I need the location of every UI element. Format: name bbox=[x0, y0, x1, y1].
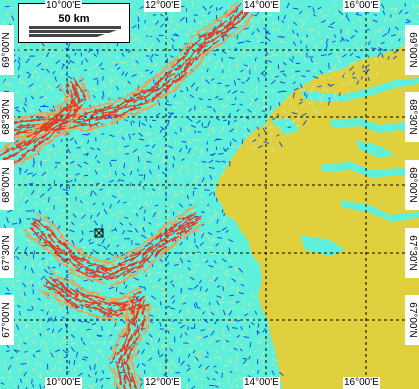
current-arrow bbox=[196, 336, 201, 337]
current-arrow-head bbox=[177, 60, 178, 63]
current-arrow bbox=[30, 111, 34, 112]
current-arrow bbox=[151, 337, 152, 343]
current-arrow bbox=[55, 188, 58, 189]
current-arrow bbox=[203, 76, 204, 81]
current-arrow-head bbox=[97, 259, 100, 260]
current-arrow-head bbox=[152, 99, 153, 102]
current-arrow-head bbox=[171, 63, 172, 66]
current-arrow bbox=[313, 36, 314, 41]
current-arrow-head bbox=[144, 331, 145, 334]
current-arrow bbox=[222, 245, 223, 250]
current-arrow bbox=[54, 180, 55, 184]
scale-bar-graphic bbox=[29, 26, 121, 38]
current-arrow bbox=[77, 147, 81, 148]
current-arrow bbox=[187, 10, 188, 15]
current-arrow-head bbox=[69, 272, 72, 273]
current-arrow bbox=[198, 132, 202, 133]
current-arrow bbox=[152, 233, 153, 236]
current-arrow bbox=[33, 289, 34, 294]
current-arrow bbox=[76, 197, 77, 202]
current-arrow bbox=[119, 196, 124, 197]
current-arrow-head bbox=[155, 254, 156, 257]
current-arrow-head bbox=[33, 239, 36, 240]
current-arrow bbox=[259, 134, 260, 137]
current-arrow-head bbox=[47, 298, 50, 299]
current-arrow-head bbox=[91, 304, 94, 305]
current-arrow-head bbox=[102, 300, 105, 301]
current-arrow bbox=[139, 121, 140, 127]
current-arrow bbox=[19, 266, 20, 269]
current-arrow bbox=[189, 205, 192, 206]
current-arrow-head bbox=[105, 320, 108, 321]
current-arrow bbox=[181, 6, 185, 7]
current-arrow bbox=[222, 373, 223, 379]
current-arrow bbox=[97, 183, 100, 184]
current-arrow-head bbox=[70, 268, 73, 269]
current-arrow bbox=[200, 106, 201, 110]
current-arrow-head bbox=[37, 213, 40, 214]
lon-label-bottom-1: 10°00'E bbox=[46, 377, 81, 388]
lat-label-right-4: 67°30'N bbox=[405, 228, 419, 278]
current-arrow bbox=[342, 69, 343, 72]
current-arrow-head bbox=[64, 289, 67, 290]
current-arrow bbox=[181, 127, 182, 132]
current-arrow-head bbox=[77, 264, 80, 265]
current-arrow bbox=[223, 106, 228, 107]
current-arrow-head bbox=[176, 68, 177, 71]
scale-bar-label: 50 km bbox=[58, 13, 90, 25]
current-arrow bbox=[225, 85, 229, 86]
current-arrow bbox=[108, 191, 111, 192]
lon-label-bottom-4: 16°00'E bbox=[344, 377, 379, 388]
current-arrow bbox=[242, 358, 247, 359]
current-arrow bbox=[391, 14, 392, 17]
current-arrow bbox=[186, 32, 187, 36]
current-arrow-head bbox=[175, 86, 176, 89]
current-arrow bbox=[347, 31, 348, 35]
current-arrow bbox=[197, 22, 202, 23]
lat-label-left-2: 68°30'N bbox=[0, 92, 14, 142]
current-arrow bbox=[51, 56, 54, 57]
current-arrow bbox=[138, 156, 139, 162]
current-arrow-head bbox=[94, 260, 97, 261]
lon-label-top-3: 14°00'E bbox=[244, 0, 279, 11]
current-arrow bbox=[102, 326, 103, 331]
lat-label-right-2: 68°30'N bbox=[405, 92, 419, 142]
current-arrow-head bbox=[74, 112, 75, 115]
current-arrow bbox=[138, 169, 139, 172]
current-arrow bbox=[239, 344, 243, 345]
current-arrow bbox=[161, 288, 166, 289]
current-arrow-head bbox=[97, 293, 100, 294]
current-arrow-head bbox=[245, 20, 246, 23]
current-arrow-head bbox=[143, 252, 144, 255]
current-arrow bbox=[362, 76, 363, 79]
current-arrow-head bbox=[144, 270, 145, 273]
current-arrow bbox=[185, 127, 188, 128]
current-arrow bbox=[329, 63, 330, 69]
lat-label-left-4: 67°30'N bbox=[0, 228, 14, 278]
current-arrow bbox=[117, 56, 118, 60]
current-arrow-head bbox=[147, 309, 148, 312]
lat-label-left-3: 68°00'N bbox=[0, 160, 14, 210]
current-arrow-head bbox=[112, 349, 113, 352]
current-arrow-head bbox=[113, 357, 114, 360]
current-arrow bbox=[168, 262, 169, 265]
current-arrow bbox=[293, 56, 294, 59]
current-arrow-head bbox=[141, 323, 142, 326]
current-arrow-head bbox=[71, 285, 74, 286]
current-arrow-head bbox=[125, 315, 126, 318]
current-arrow bbox=[42, 57, 45, 58]
current-arrow bbox=[414, 21, 418, 22]
current-arrow-head bbox=[184, 236, 185, 239]
current-arrow bbox=[230, 387, 234, 388]
current-arrow bbox=[173, 30, 178, 31]
current-arrow bbox=[239, 279, 243, 280]
current-arrow bbox=[36, 182, 40, 183]
current-arrow bbox=[187, 385, 188, 389]
current-arrow bbox=[120, 62, 125, 63]
current-arrow bbox=[219, 302, 224, 303]
current-arrow bbox=[83, 357, 88, 358]
current-arrow-head bbox=[54, 296, 57, 297]
lon-label-bottom-2: 12°00'E bbox=[145, 377, 180, 388]
current-arrow bbox=[160, 368, 161, 371]
current-arrow-head bbox=[48, 241, 51, 242]
current-arrow bbox=[18, 344, 19, 349]
lat-label-left-1: 69°00'N bbox=[0, 25, 14, 75]
current-arrow bbox=[20, 169, 21, 174]
current-arrow bbox=[316, 112, 321, 113]
current-arrow bbox=[223, 126, 224, 131]
current-arrow bbox=[145, 20, 146, 23]
current-arrow-head bbox=[201, 56, 202, 59]
current-arrow bbox=[111, 302, 121, 303]
current-arrow bbox=[81, 53, 82, 57]
lon-label-bottom-3: 14°00'E bbox=[244, 377, 279, 388]
current-arrow bbox=[229, 248, 230, 253]
current-arrow-head bbox=[159, 258, 160, 261]
lon-label-top-4: 16°00'E bbox=[344, 0, 379, 11]
current-arrow bbox=[227, 335, 231, 336]
current-arrow bbox=[222, 69, 223, 72]
current-arrow-head bbox=[137, 330, 138, 333]
current-arrow bbox=[101, 69, 104, 70]
current-arrow bbox=[55, 162, 60, 163]
current-arrow bbox=[116, 47, 117, 50]
current-arrow bbox=[131, 121, 132, 125]
current-arrow-head bbox=[103, 261, 106, 262]
lon-label-top-1: 10°00'E bbox=[46, 0, 81, 11]
current-arrow bbox=[236, 268, 237, 272]
current-arrow-head bbox=[24, 230, 27, 231]
current-arrow bbox=[82, 61, 83, 65]
current-arrow bbox=[158, 350, 159, 355]
current-arrow bbox=[77, 123, 87, 124]
current-arrow bbox=[392, 39, 393, 43]
current-arrow bbox=[111, 44, 112, 50]
current-arrow-head bbox=[224, 26, 225, 29]
current-arrow bbox=[82, 134, 87, 135]
current-arrow-head bbox=[30, 228, 33, 229]
current-arrow-head bbox=[56, 285, 59, 286]
current-arrow-head bbox=[184, 52, 185, 55]
lat-label-right-1: 69°00'N bbox=[405, 25, 419, 75]
current-arrow-head bbox=[244, 12, 245, 15]
current-arrow bbox=[29, 105, 34, 106]
current-arrow bbox=[336, 12, 337, 15]
current-arrow bbox=[239, 42, 245, 43]
current-arrow bbox=[188, 289, 193, 290]
current-arrow bbox=[63, 337, 66, 338]
current-arrow-head bbox=[39, 236, 42, 237]
current-arrow bbox=[101, 134, 104, 135]
current-arrow-head bbox=[153, 249, 154, 252]
current-arrow bbox=[281, 42, 287, 43]
current-arrow bbox=[216, 308, 217, 312]
current-arrow bbox=[306, 94, 307, 98]
current-arrow bbox=[193, 191, 194, 196]
current-arrow bbox=[313, 104, 314, 109]
lat-label-left-5: 67°00'N bbox=[0, 295, 14, 345]
current-arrow-head bbox=[60, 305, 63, 306]
current-arrow bbox=[89, 231, 93, 232]
current-arrow bbox=[144, 370, 145, 374]
current-arrow bbox=[218, 154, 223, 155]
lon-label-top-2: 12°00'E bbox=[145, 0, 180, 11]
current-arrow-head bbox=[56, 246, 59, 247]
current-arrow bbox=[144, 174, 145, 180]
current-arrow-head bbox=[32, 131, 33, 134]
current-arrow bbox=[261, 42, 264, 43]
current-arrow-head bbox=[36, 220, 39, 221]
current-arrow bbox=[304, 92, 305, 96]
current-arrow bbox=[166, 167, 167, 170]
current-arrow bbox=[55, 316, 56, 321]
current-arrow bbox=[120, 372, 125, 373]
current-arrow-head bbox=[148, 243, 149, 246]
current-arrow-head bbox=[45, 226, 48, 227]
current-arrow bbox=[126, 49, 127, 52]
current-arrow bbox=[314, 21, 317, 22]
current-arrow bbox=[166, 120, 169, 121]
current-arrow-head bbox=[134, 323, 135, 326]
current-arrow-head bbox=[139, 262, 140, 265]
current-arrow bbox=[328, 78, 332, 79]
current-arrow bbox=[207, 107, 212, 108]
current-arrow bbox=[263, 28, 266, 29]
current-arrow bbox=[25, 266, 26, 270]
current-arrow-head bbox=[159, 229, 160, 232]
lat-label-right-5: 67°00'N bbox=[405, 295, 419, 345]
current-arrow bbox=[213, 211, 216, 212]
current-arrow-head bbox=[34, 221, 37, 222]
current-arrow-head bbox=[118, 361, 119, 364]
current-arrow bbox=[12, 223, 17, 224]
current-arrow bbox=[242, 82, 245, 83]
current-arrow-head bbox=[85, 272, 88, 273]
current-arrow-head bbox=[57, 128, 58, 131]
current-arrow-head bbox=[114, 321, 117, 322]
current-arrow bbox=[97, 169, 102, 170]
current-arrow bbox=[209, 385, 214, 386]
current-arrow-head bbox=[133, 321, 134, 324]
current-arrow bbox=[58, 197, 61, 198]
current-arrow bbox=[48, 303, 53, 304]
current-arrow bbox=[32, 379, 33, 383]
lat-label-right-3: 68°00'N bbox=[405, 160, 419, 210]
current-arrow bbox=[267, 100, 271, 101]
current-arrow bbox=[6, 351, 10, 352]
current-arrow-head bbox=[79, 249, 82, 250]
